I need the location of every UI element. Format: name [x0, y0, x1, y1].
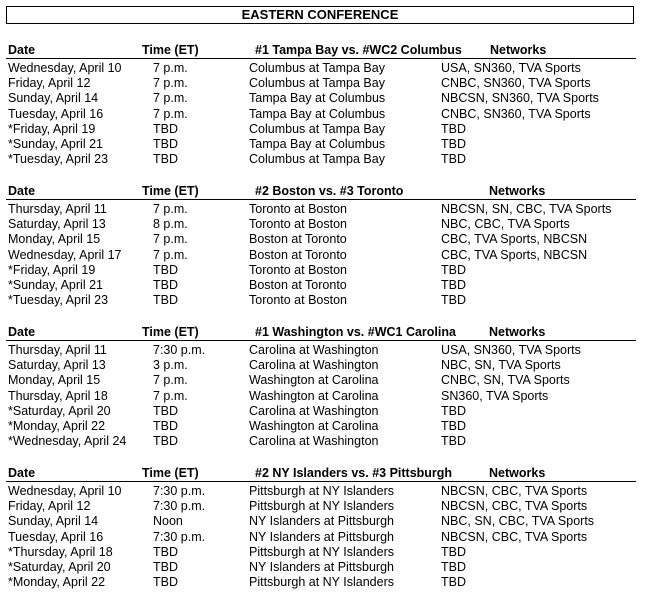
game-date: *Monday, April 22 [8, 418, 106, 433]
series-section [0, 324, 646, 449]
game-date: Wednesday, April 17 [8, 247, 122, 262]
game-matchup: Washington at Carolina [249, 388, 379, 403]
game-date: Sunday, April 14 [8, 514, 99, 529]
game-matchup: Washington at Carolina [249, 373, 379, 388]
game-date: *Friday, April 19 [8, 262, 96, 277]
game-networks: TBD [441, 544, 466, 559]
conference-title: EASTERN CONFERENCE [6, 6, 634, 24]
game-date: Saturday, April 13 [8, 358, 106, 373]
game-date: *Saturday, April 20 [8, 403, 111, 418]
game-matchup: Carolina at Washington [249, 403, 379, 418]
game-matchup: Boston at Toronto [249, 232, 347, 247]
game-date: Wednesday, April 10 [8, 484, 122, 498]
game-networks: CNBC, SN360, TVA Sports [441, 106, 591, 121]
game-networks: NBC, SN, CBC, TVA Sports [441, 514, 595, 529]
game-row [0, 419, 646, 434]
date-column-header: Date [8, 325, 36, 339]
game-time: TBD [153, 403, 178, 418]
game-row [0, 358, 646, 373]
game-time: TBD [153, 559, 178, 574]
game-row [0, 343, 646, 358]
game-time: 7:30 p.m. [153, 499, 206, 514]
game-row [0, 560, 646, 575]
game-time: TBD [153, 136, 178, 151]
matchup-title: #2 Boston vs. #3 Toronto [255, 184, 404, 198]
game-row [0, 373, 646, 388]
game-row [0, 248, 646, 263]
game-date: Saturday, April 13 [8, 217, 106, 232]
game-networks: NBCSN, SN, CBC, TVA Sports [441, 202, 612, 216]
game-networks: TBD [441, 575, 466, 590]
date-column-header: Date [8, 466, 36, 480]
game-row [0, 530, 646, 545]
game-row [0, 202, 646, 217]
game-matchup: Columbus at Tampa Bay [249, 152, 385, 167]
game-networks: TBD [441, 136, 466, 151]
header-rule [6, 58, 636, 59]
game-networks: CNBC, SN360, TVA Sports [441, 76, 591, 91]
game-time: TBD [153, 262, 178, 277]
game-time: 7 p.m. [153, 76, 188, 91]
game-matchup: Tampa Bay at Columbus [249, 136, 386, 151]
game-time: TBD [153, 418, 178, 433]
game-matchup: NY Islanders at Pittsburgh [249, 559, 394, 574]
game-row [0, 499, 646, 514]
header-rule [6, 481, 636, 482]
game-time: 7 p.m. [153, 106, 188, 121]
game-matchup: Columbus at Tampa Bay [249, 61, 385, 75]
game-networks: TBD [441, 293, 466, 308]
game-time: TBD [153, 121, 178, 136]
game-date: *Sunday, April 21 [8, 136, 103, 151]
game-date: *Friday, April 19 [8, 121, 96, 136]
game-date: Monday, April 15 [8, 373, 101, 388]
game-time: 8 p.m. [153, 217, 188, 232]
game-row [0, 575, 646, 590]
game-date: Thursday, April 11 [8, 343, 107, 357]
game-networks: NBC, SN, TVA Sports [441, 358, 561, 373]
game-networks: TBD [441, 262, 466, 277]
game-time: 7 p.m. [153, 232, 188, 247]
game-time: TBD [153, 544, 178, 559]
game-time: 7 p.m. [153, 61, 188, 75]
game-row [0, 293, 646, 308]
game-date: *Monday, April 22 [8, 575, 106, 590]
time-column-header: Time (ET) [142, 184, 199, 198]
game-matchup: Carolina at Washington [249, 434, 379, 449]
game-date: *Tuesday, April 23 [8, 293, 109, 308]
game-date: Tuesday, April 16 [8, 106, 104, 121]
game-time: 7:30 p.m. [153, 343, 206, 357]
game-date: *Tuesday, April 23 [8, 152, 109, 167]
networks-column-header: Networks [489, 184, 546, 198]
game-row [0, 404, 646, 419]
game-networks: NBC, CBC, TVA Sports [441, 217, 570, 232]
game-time: 7:30 p.m. [153, 529, 206, 544]
game-row [0, 61, 646, 76]
game-time: 7 p.m. [153, 202, 188, 216]
time-column-header: Time (ET) [142, 325, 199, 339]
game-time: 7:30 p.m. [153, 484, 206, 498]
game-matchup: Carolina at Washington [249, 343, 379, 357]
date-column-header: Date [8, 43, 36, 57]
game-list [0, 61, 646, 167]
game-row [0, 91, 646, 106]
game-list [0, 343, 646, 449]
game-matchup: Pittsburgh at NY Islanders [249, 484, 394, 498]
game-time: 7 p.m. [153, 91, 188, 106]
game-row [0, 137, 646, 152]
game-date: Thursday, April 11 [8, 202, 107, 216]
game-matchup: NY Islanders at Pittsburgh [249, 529, 394, 544]
time-column-header: Time (ET) [142, 466, 199, 480]
game-networks: TBD [441, 403, 466, 418]
game-date: Thursday, April 18 [8, 388, 108, 403]
game-date: Friday, April 12 [8, 499, 91, 514]
game-matchup: Boston at Toronto [249, 277, 347, 292]
series-section [0, 465, 646, 590]
game-row [0, 514, 646, 529]
game-time: 7 p.m. [153, 247, 188, 262]
game-list [0, 484, 646, 590]
game-time: 7 p.m. [153, 373, 188, 388]
matchup-title: #1 Tampa Bay vs. #WC2 Columbus [255, 43, 462, 57]
game-matchup: Columbus at Tampa Bay [249, 121, 385, 136]
game-date: Monday, April 15 [8, 232, 101, 247]
game-networks: TBD [441, 418, 466, 433]
game-time: TBD [153, 434, 178, 449]
series-section [0, 42, 646, 167]
series-header [0, 465, 646, 481]
game-matchup: Tampa Bay at Columbus [249, 106, 386, 121]
networks-column-header: Networks [489, 466, 546, 480]
date-column-header: Date [8, 184, 36, 198]
game-date: *Saturday, April 20 [8, 559, 111, 574]
game-networks: NBCSN, CBC, TVA Sports [441, 529, 588, 544]
game-matchup: Tampa Bay at Columbus [249, 91, 386, 106]
game-networks: TBD [441, 121, 466, 136]
game-time: TBD [153, 293, 178, 308]
series-header [0, 183, 646, 199]
game-time: 3 p.m. [153, 358, 188, 373]
header-rule [6, 199, 636, 200]
game-row [0, 263, 646, 278]
matchup-title: #2 NY Islanders vs. #3 Pittsburgh [255, 466, 453, 480]
matchup-title: #1 Washington vs. #WC1 Carolina [255, 325, 456, 339]
game-time: Noon [153, 514, 183, 529]
game-matchup: Toronto at Boston [249, 217, 347, 232]
game-matchup: NY Islanders at Pittsburgh [249, 514, 394, 529]
game-networks: CBC, TVA Sports, NBCSN [441, 247, 588, 262]
game-time: TBD [153, 575, 178, 590]
game-networks: USA, SN360, TVA Sports [441, 61, 581, 75]
game-networks: SN360, TVA Sports [441, 388, 549, 403]
game-networks: TBD [441, 559, 466, 574]
game-time: TBD [153, 152, 178, 167]
game-row [0, 107, 646, 122]
game-matchup: Washington at Carolina [249, 418, 379, 433]
game-networks: TBD [441, 277, 466, 292]
game-row [0, 278, 646, 293]
game-date: *Wednesday, April 24 [8, 434, 127, 449]
game-matchup: Pittsburgh at NY Islanders [249, 499, 394, 514]
game-matchup: Boston at Toronto [249, 247, 347, 262]
game-row [0, 389, 646, 404]
game-matchup: Pittsburgh at NY Islanders [249, 575, 394, 590]
game-row [0, 545, 646, 560]
game-matchup: Columbus at Tampa Bay [249, 76, 385, 91]
game-networks: USA, SN360, TVA Sports [441, 343, 581, 357]
series-header [0, 324, 646, 340]
game-row [0, 484, 646, 499]
game-networks: NBCSN, CBC, TVA Sports [441, 499, 588, 514]
game-date: Friday, April 12 [8, 76, 91, 91]
game-date: Sunday, April 14 [8, 91, 99, 106]
game-networks: TBD [441, 434, 466, 449]
game-date: Tuesday, April 16 [8, 529, 104, 544]
game-matchup: Pittsburgh at NY Islanders [249, 544, 394, 559]
game-list [0, 202, 646, 308]
game-row [0, 232, 646, 247]
game-row [0, 76, 646, 91]
game-networks: NBCSN, CBC, TVA Sports [441, 484, 588, 498]
game-networks: CNBC, SN, TVA Sports [441, 373, 570, 388]
game-row [0, 122, 646, 137]
game-time: TBD [153, 277, 178, 292]
game-row [0, 217, 646, 232]
game-matchup: Carolina at Washington [249, 358, 379, 373]
game-row [0, 152, 646, 167]
game-row [0, 434, 646, 449]
time-column-header: Time (ET) [142, 43, 199, 57]
header-rule [6, 340, 636, 341]
game-date: Wednesday, April 10 [8, 61, 122, 75]
game-networks: NBCSN, SN360, TVA Sports [441, 91, 599, 106]
game-matchup: Toronto at Boston [249, 262, 347, 277]
game-date: *Thursday, April 18 [8, 544, 113, 559]
series-section [0, 183, 646, 308]
game-date: *Sunday, April 21 [8, 277, 103, 292]
game-matchup: Toronto at Boston [249, 202, 347, 216]
game-networks: TBD [441, 152, 466, 167]
game-networks: CBC, TVA Sports, NBCSN [441, 232, 588, 247]
networks-column-header: Networks [489, 325, 546, 339]
series-header [0, 42, 646, 58]
networks-column-header: Networks [490, 43, 547, 57]
game-matchup: Toronto at Boston [249, 293, 347, 308]
game-time: 7 p.m. [153, 388, 188, 403]
